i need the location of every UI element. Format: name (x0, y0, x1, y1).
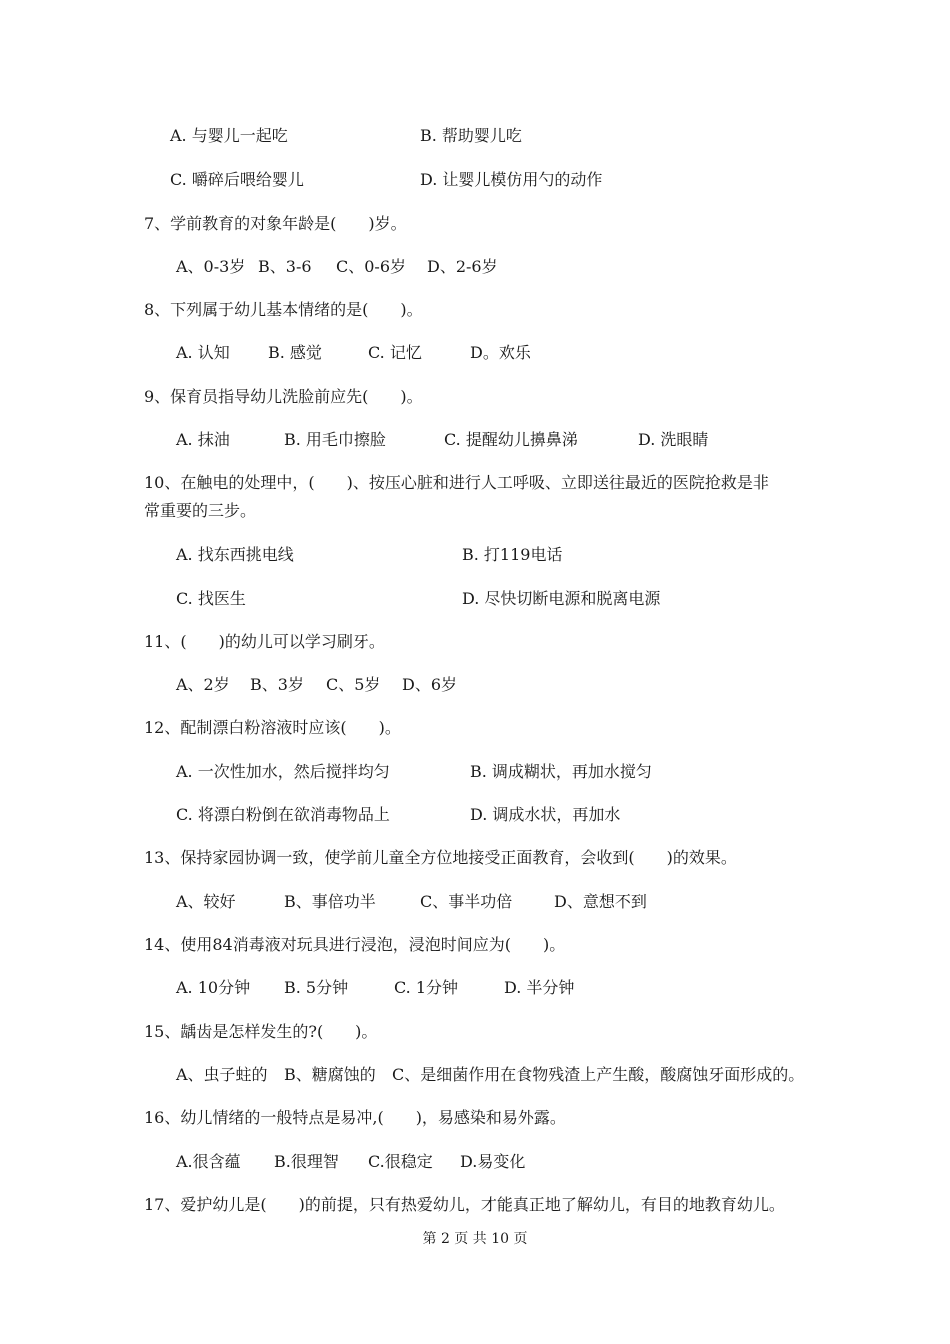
answer-option: A. 抹油 (176, 430, 230, 449)
answer-option: C. 1分钟 (394, 978, 459, 997)
answer-option: D. 洗眼睛 (638, 430, 709, 449)
answer-option: D. 尽快切断电源和脱离电源 (462, 589, 661, 608)
answer-option: A. 认知 (176, 343, 230, 362)
answer-option: A. 与婴儿一起吃 (170, 126, 288, 145)
answer-option: C. 提醒幼儿擤鼻涕 (444, 430, 578, 449)
answer-option: D. 让婴儿模仿用勺的动作 (420, 170, 603, 189)
answer-option: A、2岁 (176, 675, 230, 694)
answer-option: B、事倍功半 (284, 892, 376, 911)
answer-option: B. 感觉 (268, 343, 322, 362)
answer-option: C. 记忆 (368, 343, 422, 362)
answer-option: C. 嚼碎后喂给婴儿 (170, 170, 304, 189)
question-text: 14、使用84消毒液对玩具进行浸泡，浸泡时间应为( )。 (144, 935, 566, 954)
question-text: 10、在触电的处理中，( )、按压心脏和进行人工呼吸、立即送往最近的医院抢救是非 (144, 473, 769, 492)
page-footer: 第 2 页 共 10 页 (422, 1231, 528, 1247)
answer-option: C、5岁 (326, 675, 381, 694)
answer-option: D、6岁 (402, 675, 458, 694)
question-text: 9、保育员指导幼儿洗脸前应先( )。 (144, 387, 423, 406)
answer-option: A.很含蕴 (176, 1152, 241, 1171)
answer-option: C、是细菌作用在食物残渣上产生酸，酸腐蚀牙面形成的。 (392, 1065, 805, 1084)
answer-option: C. 将漂白粉倒在欲消毒物品上 (176, 805, 390, 824)
answer-option: C.很稳定 (368, 1152, 433, 1171)
question-text: 15、龋齿是怎样发生的?( )。 (144, 1022, 378, 1041)
question-text: 11、( )的幼儿可以学习刷牙。 (144, 632, 385, 651)
answer-option: B. 5分钟 (284, 978, 349, 997)
question-text: 8、下列属于幼儿基本情绪的是( )。 (144, 300, 423, 319)
answer-option: A. 一次性加水，然后搅拌均匀 (176, 762, 390, 781)
question-text-continued: 常重要的三步。 (144, 501, 257, 520)
answer-option: B. 帮助婴儿吃 (420, 126, 522, 145)
question-text: 16、幼儿情绪的一般特点是易冲,( )，易感染和易外露。 (144, 1108, 566, 1127)
answer-option: B.很理智 (274, 1152, 339, 1171)
answer-option: B. 调成糊状，再加水搅匀 (470, 762, 652, 781)
question-text: 7、学前教育的对象年龄是( )岁。 (144, 214, 407, 233)
answer-option: A. 找东西挑电线 (176, 545, 294, 564)
answer-option: B. 用毛巾擦脸 (284, 430, 386, 449)
question-text: 13、保持家园协调一致，使学前儿童全方位地接受正面教育，会收到( )的效果。 (144, 848, 737, 867)
answer-option: D、2-6岁 (427, 257, 498, 276)
answer-option: B. 打119电话 (462, 545, 563, 564)
answer-option: B、3-6 (258, 257, 312, 276)
answer-option: A. 10分钟 (176, 978, 251, 997)
answer-option: B、糖腐蚀的 (284, 1065, 376, 1084)
answer-option: D. 调成水状，再加水 (470, 805, 621, 824)
answer-option: A、较好 (176, 892, 236, 911)
answer-option: C. 找医生 (176, 589, 246, 608)
answer-option: D.易变化 (460, 1152, 526, 1171)
answer-option: A、虫子蛀的 (176, 1065, 268, 1084)
answer-option: D、意想不到 (554, 892, 647, 911)
answer-option: C、事半功倍 (420, 892, 513, 911)
answer-option: B、3岁 (250, 675, 304, 694)
question-text: 17、爱护幼儿是( )的前提，只有热爱幼儿，才能真正地了解幼儿，有目的地教育幼儿。 (144, 1195, 785, 1214)
answer-option: A、0-3岁 (176, 257, 246, 276)
answer-option: D。欢乐 (470, 343, 531, 362)
answer-option: C、0-6岁 (336, 257, 407, 276)
answer-option: D. 半分钟 (504, 978, 575, 997)
question-text: 12、配制漂白粉溶液时应该( )。 (144, 718, 401, 737)
